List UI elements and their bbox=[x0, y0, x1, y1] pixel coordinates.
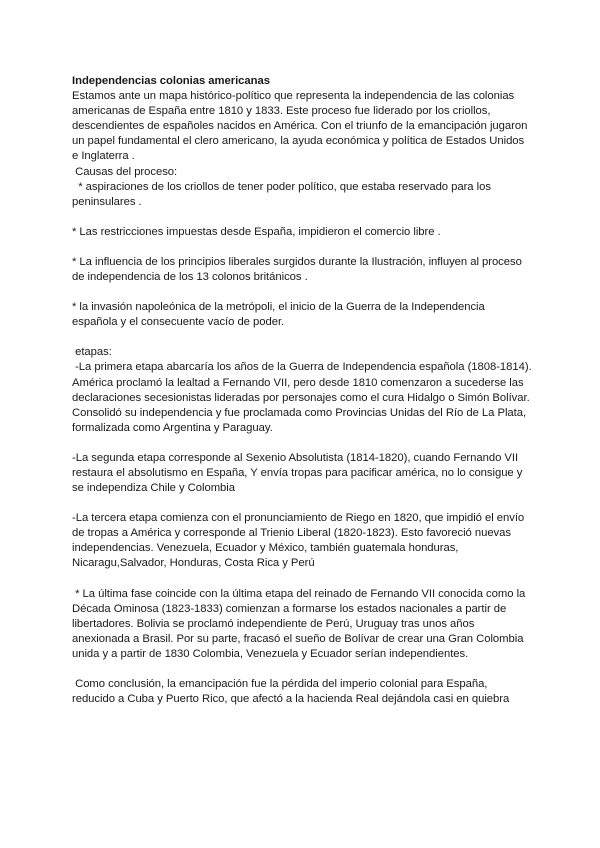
stage-paragraph: -La primera etapa abarcaría los años de la Guerra de Independencia española (1808-1814). América proclamó la lealtad a Fernando VII, pero desde 1810 comenzaron a sucederse las declaraciones secesionistas lideradas por personajes como el cura Hidalgo o Simón Bolívar. Consolidó su independencia y fue proclamada como Provincias Unidas del Río de La Plata, formalizada como Argentina y Paraguay. bbox=[72, 361, 535, 434]
intro-paragraph: Estamos ante un mapa histórico-político que representa la independencia de las colonias americanas de España entre 1810 y 1833. Este proceso fue liderado por los criollos, descendientes de españoles nacidos en América. Con el triunfo de la emancipación jugaron un papel fundamental el clero americano, la ayuda económica y política de Estados Unidos e Inglaterra . bbox=[72, 90, 531, 163]
stage-paragraph: * La última fase coincide con la última etapa del reinado de Fernando VII conocida como la Década Ominosa (1823-1833) comienzan a formarse los estados nacionales a partir de libertadores. Bolivia se proclamó independiente de Perú, Uruguay tras unos años anexionada a Brasil. Por su parte, fracasó el sueño de Bolívar de crear una Gran Colombia unida y a partir de 1830 Colombia, Venezuela y Ecuador serían independientes. bbox=[72, 587, 529, 660]
causes-heading: Causas del proceso: bbox=[72, 165, 178, 178]
stage-paragraph: -La tercera etapa comienza con el pronunciamiento de Riego en 1820, que impidió el envío de tropas a América y corresponde al Trienio Liberal (1820-1823). Esto favoreció nuevas independencias. Venezuela, Ecuador y México, también guatemala honduras, Nicaragu,Salvador, Honduras, Costa Rica y Perú bbox=[72, 512, 528, 570]
stages-heading: etapas: bbox=[72, 346, 112, 359]
spacer bbox=[72, 436, 532, 451]
document-title: Independencias colonias americanas bbox=[72, 75, 270, 87]
cause-item: * la invasión napoleónica de la metrópoli, el inicio de la Guerra de la Independencia española y el consecuente vacío de poder. bbox=[72, 301, 488, 329]
spacer bbox=[72, 285, 532, 300]
document-body bbox=[72, 74, 535, 707]
spacer bbox=[72, 572, 532, 587]
stage-paragraph: -La segunda etapa corresponde al Sexenio Absolutista (1814-1820), cuando Fernando VII restaura el absolutismo en España, Y envía tropas para pacificar américa, no lo consigue y se independiza Chile y Colombia bbox=[72, 451, 526, 495]
cause-item: * La influencia de los principios liberales surgidos durante la Ilustración, influyen al proceso de independencia de los 13 colonos británicos . bbox=[72, 255, 525, 284]
cause-item: * Las restricciones impuestas desde España, impidieron el comercio libre . bbox=[72, 225, 441, 238]
spacer bbox=[72, 240, 532, 255]
spacer bbox=[72, 330, 532, 345]
spacer bbox=[72, 496, 532, 511]
spacer bbox=[72, 662, 532, 677]
conclusion-paragraph: Como conclusión, la emancipación fue la pérdida del imperio colonial para España, reducido a Cuba y Puerto Rico, que afectó a la hacienda Real dejándola casi en quiebra bbox=[72, 678, 510, 706]
cause-item: * aspiraciones de los criollos de tener poder político, que estaba reservado para los peninsulares . bbox=[72, 180, 495, 208]
spacer bbox=[72, 210, 532, 225]
